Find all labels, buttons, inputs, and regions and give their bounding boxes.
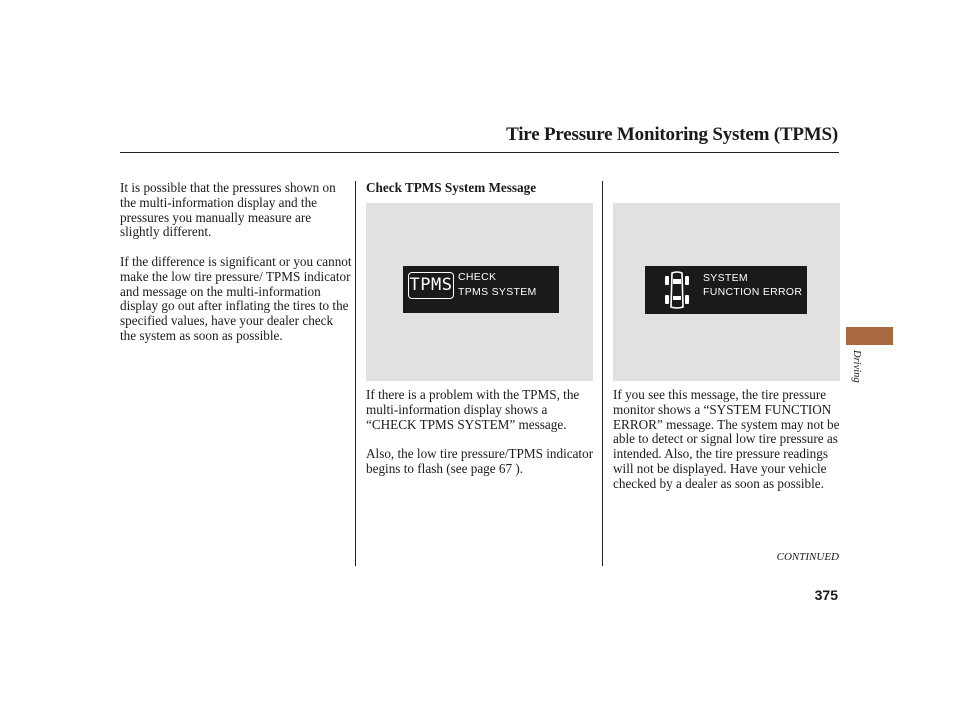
paragraph: If there is a problem with the TPMS, the multi-information display shows a “CHECK TPMS SYSTEM” message. — [366, 387, 580, 432]
page-title: Tire Pressure Monitoring System (TPMS) — [506, 124, 838, 145]
display-illustration-check-tpms — [366, 203, 593, 381]
right-column-text — [613, 388, 841, 506]
title-rule — [120, 152, 839, 153]
display-illustration-system-error — [613, 203, 840, 381]
display-line-1: SYSTEM — [703, 272, 748, 284]
display-line-2: TPMS SYSTEM — [458, 286, 537, 298]
paragraph: If you see this message, the tire pressure monitor shows a “SYSTEM FUNCTION ERROR” message. The system may not be able to detect or signal low tire pressure as intended. Also, the tire pressure readings will not be displayed. Have your vehicle checked by a dealer as soon as possible. — [613, 387, 840, 491]
section-heading: Check TPMS System Message — [366, 180, 537, 195]
left-column — [120, 181, 352, 359]
tpms-indicator-icon: TPMS — [408, 272, 454, 299]
multi-info-display — [645, 266, 807, 314]
display-line-2: FUNCTION ERROR — [703, 286, 803, 298]
column-divider — [602, 181, 603, 566]
column-divider — [355, 181, 356, 566]
multi-info-display — [403, 266, 559, 313]
display-line-1: CHECK — [458, 271, 497, 283]
paragraph: It is possible that the pressures shown on the multi-information display and the pressures you manually measure are slightly different. — [120, 180, 336, 240]
section-tab — [846, 327, 893, 345]
paragraph: Also, the low tire pressure/TPMS indicator begins to flash (see page 67 ). — [366, 446, 594, 476]
section-tab-label: Driving — [851, 350, 862, 383]
middle-column-text — [366, 388, 596, 492]
paragraph: If the difference is significant or you cannot make the low tire pressure/ TPMS indicator and message on the multi-information display go out after inflating the tires to the specified values, have your dealer check the system as soon as possible. — [120, 253, 352, 343]
page-number: 375 — [814, 587, 838, 603]
car-tires-icon — [662, 270, 692, 310]
continued-label: CONTINUED — [776, 551, 839, 563]
